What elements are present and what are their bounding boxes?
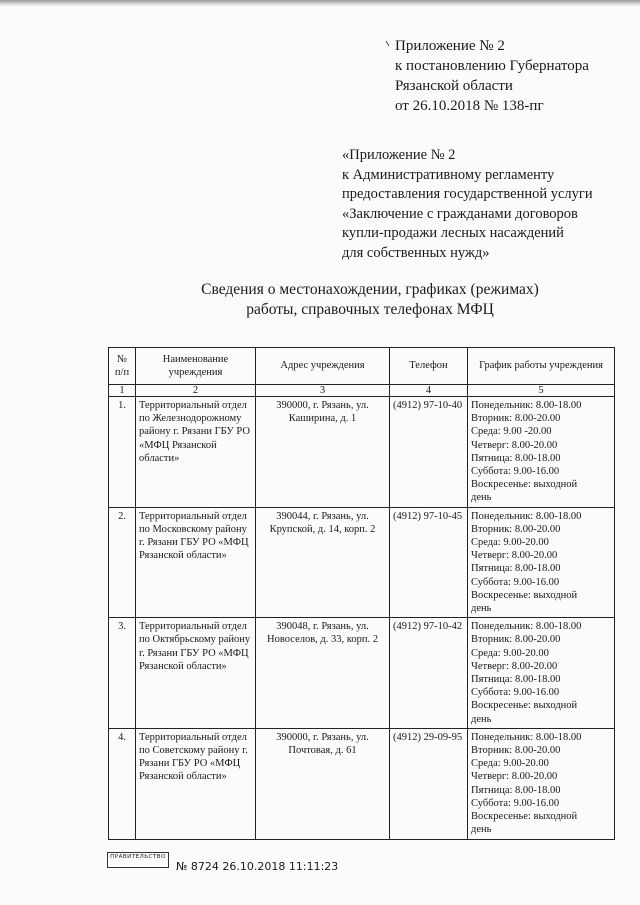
table-row [109,397,615,508]
regulation-line: к Административному регламенту [342,166,555,183]
attachment-line: к постановлению Губернатора [395,58,589,74]
row-number: 4. [109,728,136,839]
column-number: 1 [109,385,136,397]
schedule-line: Воскресенье: выходной [471,479,578,491]
schedule-line: Суббота: 9.00-16.00 [471,797,560,809]
office-address: 390000, г. Рязань, ул. Каширина, д. 1 [256,397,390,508]
regulation-line: «Заключение с гражданами договоров [342,205,578,222]
regulation-line: купли-продажи лесных насаждений [342,225,564,241]
schedule-line: Среда: 9.00-20.00 [471,537,549,549]
regulation-note [342,146,593,263]
schedule-line: Вторник: 8.00-20.00 [471,745,561,757]
schedule-line: Понедельник: 8.00-18.00 [471,400,582,411]
schedule-line: Воскресенье: выходной [471,589,578,601]
tick-mark-icon [385,40,391,48]
schedule-line: Суббота: 9.00-16.00 [471,687,560,699]
office-address: 390044, г. Рязань, ул. Крупской, д. 14, корп. 2 [256,507,390,618]
schedule-line: Понедельник: 8.00-18.00 [471,510,582,522]
office-phone: (4912) 29-09-95 [390,728,468,839]
office-schedule [468,397,615,508]
row-number: 3. [109,618,136,729]
office-schedule [468,618,615,729]
schedule-line: Суббота: 9.00-16.00 [471,466,560,478]
schedule-line: Четверг: 8.00-20.00 [471,550,558,562]
column-number: 5 [468,385,615,397]
office-address: 390000, г. Рязань, ул. Почтовая, д. 61 [256,728,390,839]
schedule-line: Понедельник: 8.00-18.00 [471,731,582,743]
office-name: Территориальный отдел по Советскому району г. Рязани ГБУ РО «МФЦ Рязанской области» [136,728,256,839]
column-number: 3 [256,385,390,397]
regulation-line: «Приложение № 2 [342,147,456,163]
mfc-table [108,347,615,840]
scan-edge [0,0,640,7]
schedule-line: день [471,824,492,836]
table-row [109,728,615,839]
document-heading [170,280,570,320]
office-phone: (4912) 97-10-42 [390,618,468,729]
row-number: 2. [109,507,136,618]
office-schedule [468,507,615,618]
header-schedule: График работы учреждения [468,348,615,385]
schedule-line: Воскресенье: выходной [471,811,578,823]
office-address: 390048, г. Рязань, ул. Новоселов, д. 33, корп. 2 [256,618,390,729]
table-row [109,507,615,618]
schedule-line: Четверг: 8.00-20.00 [471,660,558,672]
office-phone: (4912) 97-10-45 [390,507,468,618]
table-row [109,618,615,729]
schedule-line: Пятница: 8.00-18.00 [471,452,561,464]
registration-stamp-text: № 8724 26.10.2018 11:11:23 [176,860,339,873]
schedule-line: Среда: 9.00-20.00 [471,758,549,770]
office-schedule [468,728,615,839]
schedule-line: Пятница: 8.00-18.00 [471,674,561,686]
schedule-line: Четверг: 8.00-20.00 [471,439,558,451]
regulation-line: для собственных нужд» [342,244,490,261]
stamp-logo-text: ПРАВИТЕЛЬСТВО [110,854,166,860]
schedule-line: Воскресенье: выходной [471,700,578,712]
regulation-line: предоставления государственной услуги [342,186,593,202]
schedule-line: Пятница: 8.00-18.00 [471,563,561,575]
schedule-line: Среда: 9.00-20.00 [471,647,549,659]
schedule-line: Четверг: 8.00-20.00 [471,771,558,783]
attachment-line: от 26.10.2018 № 138-пг [395,98,544,114]
header-address: Адрес учреждения [256,348,390,385]
schedule-line: день [471,713,492,725]
header-name: Наименование учреждения [136,348,256,385]
column-number: 4 [390,385,468,397]
schedule-line: Вторник: 8.00-20.00 [471,413,561,425]
office-name: Территориальный отдел по Октябрьскому району г. Рязани ГБУ РО «МФЦ Рязанской области» [136,618,256,729]
schedule-line: Понедельник: 8.00-18.00 [471,621,582,633]
schedule-line: Среда: 9.00 -20.00 [471,426,552,438]
header-number: № п/п [109,348,136,385]
row-number: 1. [109,397,136,508]
heading-line: Сведения о местонахождении, графиках (режимах) [201,281,539,298]
office-name: Территориальный отдел по Железнодорожному району г. Рязани ГБУ РО «МФЦ Рязанской области» [136,397,256,508]
column-number: 2 [136,385,256,397]
attachment-line: Рязанской области [395,78,513,94]
schedule-line: Суббота: 9.00-16.00 [471,576,560,588]
attachment-header [395,36,589,116]
header-phone: Телефон [390,348,468,385]
schedule-line: Пятница: 8.00-18.00 [471,784,561,796]
office-name: Территориальный отдел по Московскому району г. Рязани ГБУ РО «МФЦ Рязанской области» [136,507,256,618]
registration-stamp-logo [107,852,169,868]
schedule-line: Вторник: 8.00-20.00 [471,634,561,646]
office-phone: (4912) 97-10-40 [390,397,468,508]
attachment-line: Приложение № 2 [395,38,505,54]
heading-line: работы, справочных телефонах МФЦ [246,301,494,318]
schedule-line: день [471,603,492,615]
schedule-line: день [471,492,492,504]
schedule-line: Вторник: 8.00-20.00 [471,523,561,535]
